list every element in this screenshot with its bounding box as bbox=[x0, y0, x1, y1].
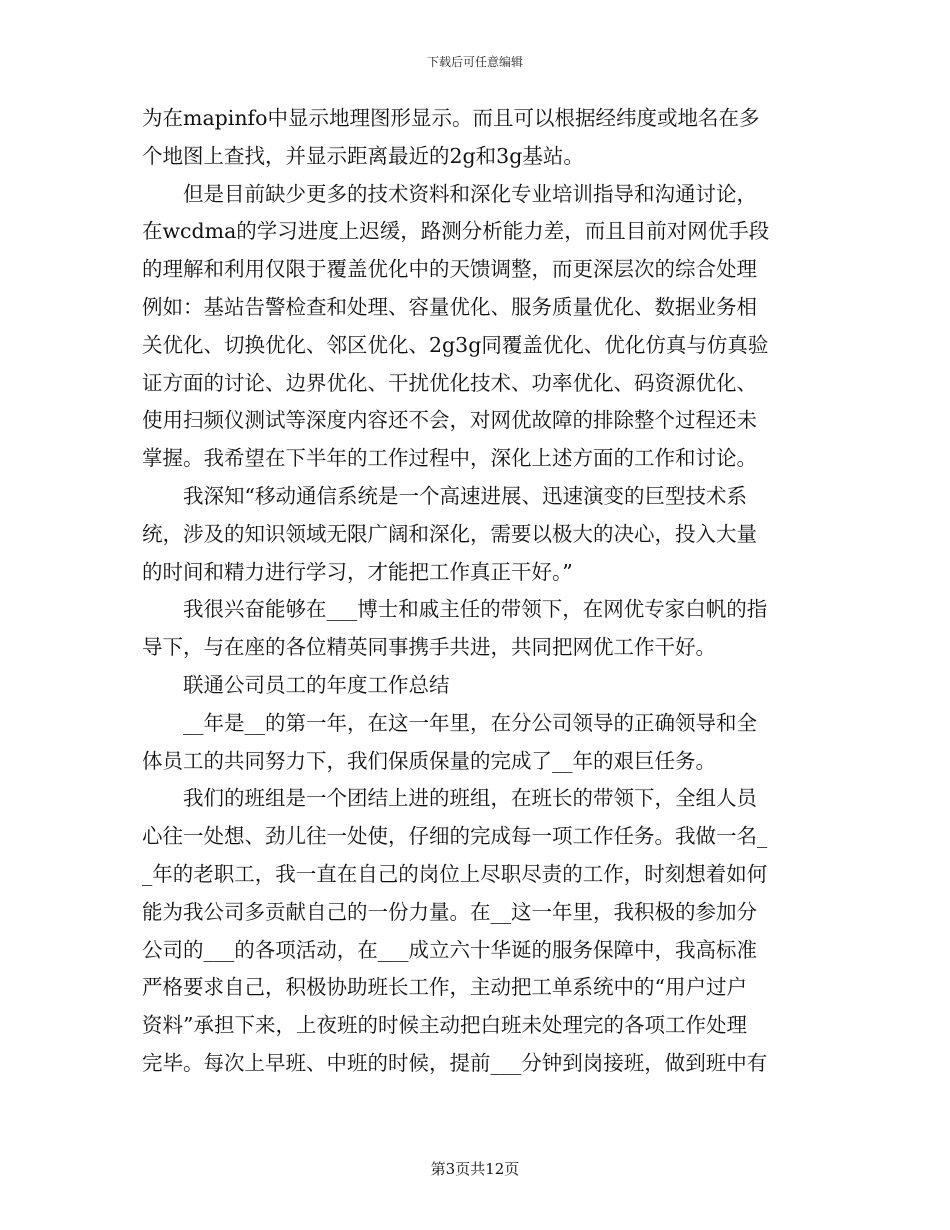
text-line: 联通公司员工的年度工作总结 bbox=[183, 672, 450, 697]
text-line: _年的老职工，我一直在自己的岗位上尽职尽责的工作，时刻想着如何 bbox=[142, 861, 768, 886]
text-line: 个地图上查找，并显示距离最近的2g和3g基站。 bbox=[142, 143, 584, 168]
text-line: 资料”承担下来，上夜班的时候主动把白班未处理完的各项工作处理 bbox=[142, 1013, 747, 1038]
text-line: 能为我公司多贡献自己的一份力量。在__这一年里，我积极的参加分 bbox=[142, 899, 757, 924]
text-line: 的理解和利用仅限于覆盖优化中的天馈调整，而更深层次的综合处理 bbox=[142, 257, 757, 282]
text-line: 完毕。每次上早班、中班的时候，提前___分钟到岗接班，做到班中有 bbox=[142, 1050, 768, 1075]
text-line: 公司的___的各项活动，在___成立六十华诞的服务保障中，我高标准 bbox=[142, 937, 757, 962]
text-line: 在wcdma的学习进度上迟缓，路测分析能力差，而且目前对网优手段 bbox=[142, 219, 770, 244]
text-line: 但是目前缺少更多的技术资料和深化专业培训指导和沟通讨论， bbox=[183, 181, 757, 206]
document-body bbox=[142, 100, 802, 1083]
text-line: 证方面的讨论、边界优化、干扰优化技术、功率优化、码资源优化、 bbox=[142, 370, 757, 395]
text-line: 掌握。我希望在下半年的工作过程中，深化上述方面的工作和讨论。 bbox=[142, 446, 757, 471]
page-header: 下载后可任意编辑 bbox=[426, 55, 523, 69]
text-line: 关优化、切换优化、邻区优化、2g3g同覆盖优化、优化仿真与仿真验 bbox=[142, 332, 769, 357]
text-line: 例如：基站告警检查和处理、容量优化、服务质量优化、数据业务相 bbox=[142, 294, 757, 319]
text-line: 使用扫频仪测试等深度内容还不会，对网优故障的排除整个过程还未 bbox=[142, 408, 757, 433]
text-line: 我们的班组是一个团结上进的班组，在班长的带领下，全组人员 bbox=[183, 786, 757, 811]
page-footer: 第3页共12页 bbox=[430, 1160, 520, 1178]
text-line: 心往一处想、劲儿往一处使，仔细的完成每一项工作任务。我做一名_ bbox=[142, 824, 768, 849]
text-line: 严格要求自己，积极协助班长工作，主动把工单系统中的“用户过户 bbox=[142, 975, 747, 1000]
text-line: __年是__的第一年，在这一年里，在分公司领导的正确领导和全 bbox=[183, 710, 757, 735]
text-line: 导下，与在座的各位精英同事携手共进，共同把网优工作干好。 bbox=[142, 635, 716, 660]
text-line: 统，涉及的知识领域无限广阔和深化，需要以极大的决心，投入大量 bbox=[142, 521, 757, 546]
text-line: 的时间和精力进行学习，才能把工作真正干好。” bbox=[142, 559, 573, 584]
text-line: 为在mapinfo中显示地理图形显示。而且可以根据经纬度或地名在多 bbox=[142, 106, 760, 130]
text-line: 我很兴奋能够在___博士和戚主任的带领下，在网优专家白帆的指 bbox=[183, 597, 768, 622]
text-line: 体员工的共同努力下，我们保质保量的完成了__年的艰巨任务。 bbox=[142, 748, 716, 773]
text-line: 我深知“移动通信系统是一个高速进展、迅速演变的巨型技术系 bbox=[183, 483, 747, 508]
